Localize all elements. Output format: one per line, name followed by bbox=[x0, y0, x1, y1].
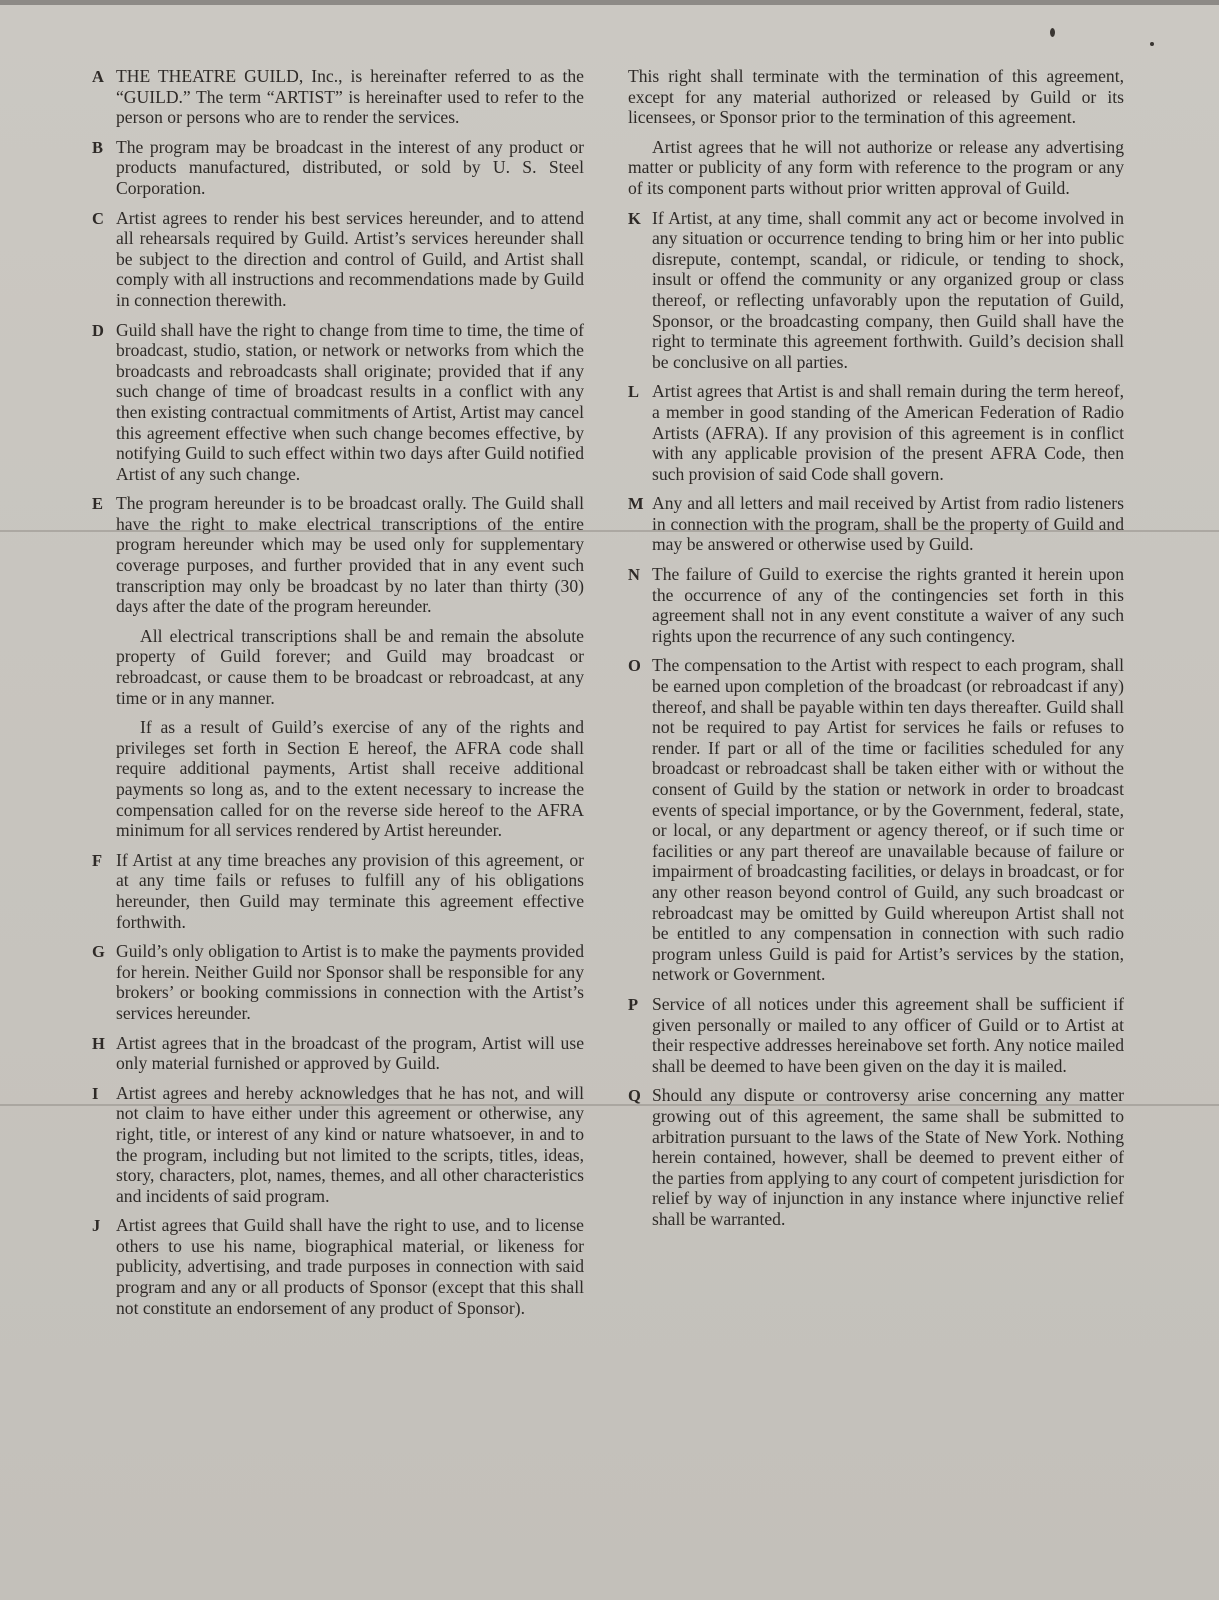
clause-j bbox=[92, 1215, 584, 1318]
clause-letter: B bbox=[92, 137, 104, 157]
clause-text: Service of all notices under this agreement shall be sufficient if given personally or mailed to any officer of Guild or to Artist at their respective addresses hereinabove set forth. Any notice mailed shall be deemed to have been given on the day it is mailed. bbox=[652, 993, 1124, 1076]
page-top-edge bbox=[0, 0, 1219, 5]
clause-letter: E bbox=[92, 494, 104, 514]
clause-text: The program may be broadcast in the interest of any product or products manufactured, distributed, or sold by U. S. Steel Corporation. bbox=[116, 136, 584, 198]
clause-letter: N bbox=[628, 565, 640, 585]
clause-text: Any and all letters and mail received by Artist from radio listeners in connection with the program, shall be the property of Guild and may be answered or otherwise used by Guild. bbox=[652, 493, 1124, 555]
clause-j-continuation: This right shall terminate with the termination of this agreement, except for any material authorized or released by Guild or its licensees, or Sponsor prior to the termination of this agreement. bbox=[628, 66, 1124, 128]
clause-text: The failure of Guild to exercise the rights granted it herein upon the occurrence of any of the contingencies set forth in this agreement shall not in any event constitute a waiver of any such rights upon the recurrence of any such contingency. bbox=[652, 564, 1124, 646]
clause-a bbox=[92, 66, 584, 128]
clause-letter: C bbox=[92, 208, 104, 228]
clause-e-paragraph-3: If as a result of Guild’s exercise of any of the rights and privileges set forth in Section E hereof, the AFRA code shall require additional payments, Artist shall receive additional payments so long as, and to the extent necessary to increase the compensation called for on the reverse side hereof to the AFRA minimum for all services rendered by Artist hereunder. bbox=[116, 717, 584, 841]
clause-m bbox=[628, 493, 1124, 555]
clause-c bbox=[92, 208, 584, 311]
clause-text: The compensation to the Artist with respect to each program, shall be earned upon completion of the broadcast (or rebroadcast if any) thereof, and shall be payable within ten days thereafter. Guild shall not be required to pay Artist for services he fails or refuses to render. If part or all of the time or facilities scheduled for any broadcast or rebroadcast shall be taken either with or without the consent of Guild by the station or network in order to broadcast events of special importance, or by the Government, federal, state, or local, or any department or agency thereof, or if such time or facilities or any part thereof are unavailable because of failure or impairment of broadcasting facilities, or delays in broadcast, or for any other reason beyond control of Guild, any such broadcast or rebroadcast may be omitted by Guild whereupon Artist shall not be entitled to any compensation in connection with such radio program unless Guild is paid for Artist’s services by the station, network or Government. bbox=[652, 655, 1124, 985]
clause-text: If Artist at any time breaches any provision of this agreement, or at any time fails or refuses to fulfill any of his obligations hereunder, then Guild may terminate this agreement effective forthwith. bbox=[116, 849, 584, 932]
clause-text: Guild’s only obligation to Artist is to make the payments provided for herein. Neither Guild nor Sponsor shall be responsible for any brokers’ or booking commissions in connection with the Artist’s services hereunder. bbox=[116, 941, 584, 1023]
clause-letter: K bbox=[628, 208, 641, 228]
clause-letter: P bbox=[628, 994, 639, 1014]
clause-q bbox=[628, 1085, 1124, 1229]
clause-text: Artist agrees to render his best services hereunder, and to attend all rehearsals required by Guild. Artist’s services hereunder shall be subject to the direction and control of Guild, and Artist shall comply with all instructions and recommendations made by Guild in connection therewith. bbox=[116, 207, 584, 310]
clause-b bbox=[92, 137, 584, 199]
clause-l bbox=[628, 381, 1124, 484]
clause-letter: D bbox=[92, 320, 104, 340]
clause-e bbox=[92, 493, 584, 617]
clause-text: Artist agrees that in the broadcast of the program, Artist will use only material furnished or approved by Guild. bbox=[116, 1032, 584, 1074]
clause-i bbox=[92, 1083, 584, 1207]
left-column bbox=[92, 66, 584, 1327]
right-column bbox=[628, 66, 1124, 1238]
clause-g bbox=[92, 941, 584, 1023]
clause-letter: A bbox=[92, 67, 104, 86]
clause-text: Guild shall have the right to change from time to time, the time of broadcast, studio, station, or network or networks from which the broadcasts and rebroadcasts shall originate; provided that if any such change of time of broadcast results in a conflict with any then existing contractual commitments of Artist, Artist may cancel this agreement effective when such change becomes effective, by notifying Guild to such effect within two days after Guild notified Artist of any such change. bbox=[116, 319, 584, 484]
clause-letter: Q bbox=[628, 1086, 641, 1106]
paper-blemish bbox=[1050, 28, 1055, 37]
clause-letter: H bbox=[92, 1033, 105, 1053]
clause-letter: L bbox=[628, 382, 640, 402]
clause-text: The program hereunder is to be broadcast orally. The Guild shall have the right to make electrical transcriptions of the entire program hereunder which may be used only for supplementary coverage purposes, and further provided that in any event such transcription may only be broadcast by no later than thirty (30) days after the date of the program hereunder. bbox=[116, 493, 584, 617]
clause-n bbox=[628, 564, 1124, 646]
paper-blemish bbox=[1150, 42, 1154, 46]
clause-letter: J bbox=[92, 1216, 101, 1236]
clause-text: Should any dispute or controversy arise concerning any matter growing out of this agreement, the same shall be submitted to arbitration pursuant to the laws of the State of New York. Nothing herein contained, however, shall be deemed to prevent either of the parties from applying to any court of competent jurisdiction for relief by way of injunction in any instance where injunctive relief shall be warranted. bbox=[652, 1085, 1124, 1229]
clause-f bbox=[92, 850, 584, 932]
clause-text: Artist agrees that Artist is and shall remain during the term hereof, a member in good standing of the American Federation of Radio Artists (AFRA). If any provision of this agreement is in conflict with any applicable provision of the present AFRA Code, then such provision of said Code shall govern. bbox=[652, 381, 1124, 484]
clause-letter: F bbox=[92, 850, 103, 870]
clause-e-paragraph-2: All electrical transcriptions shall be and remain the absolute property of Guild forever; and Guild may broadcast or rebroadcast, or cause them to be broadcast or rebroadcast, at any time or in any manner. bbox=[116, 625, 584, 708]
clause-letter: I bbox=[92, 1083, 99, 1103]
clause-text: If Artist, at any time, shall commit any act or become involved in any situation or occurrence tending to bring him or her into public disrepute, contempt, scandal, or ridicule, or tending to shock, insult or offend the community or any organized group or class thereof, or reflecting unfavorably upon the reputation of Guild, Sponsor, or the broadcasting company, then Guild shall have the right to terminate this agreement forthwith. Guild’s decision shall be conclusive on all parties. bbox=[652, 207, 1124, 372]
clause-text: Artist agrees that Guild shall have the right to use, and to license others to use his name, biographical material, or likeness for publicity, advertising, and trade purposes in connection with said program and any or all products of Sponsor (except that this shall not constitute an endorsement of any product of Sponsor). bbox=[116, 1215, 584, 1318]
clause-text: THE THEATRE GUILD, Inc., is hereinafter referred to as the “GUILD.” The term “ARTIST” is hereinafter used to refer to the person or persons who are to render the services. bbox=[116, 66, 584, 128]
clause-letter: M bbox=[628, 494, 644, 514]
clause-j-paragraph-3: Artist agrees that he will not authorize or release any advertising matter or publicity of any form with reference to the program or any of its component parts without prior written approval of Guild. bbox=[628, 136, 1124, 198]
clause-letter: G bbox=[92, 942, 105, 962]
clause-letter: O bbox=[628, 656, 641, 676]
clause-o bbox=[628, 655, 1124, 985]
clause-text: Artist agrees and hereby acknowledges that he has not, and will not claim to have either under this agreement or otherwise, any right, title, or interest of any kind or nature whatsoever, in and to the program, including but not limited to the scripts, titles, ideas, story, characters, plot, names, themes, and all other characteristics and incidents of said program. bbox=[116, 1082, 584, 1206]
clause-h bbox=[92, 1033, 584, 1074]
clause-d bbox=[92, 320, 584, 485]
clause-k bbox=[628, 208, 1124, 373]
clause-p bbox=[628, 994, 1124, 1076]
